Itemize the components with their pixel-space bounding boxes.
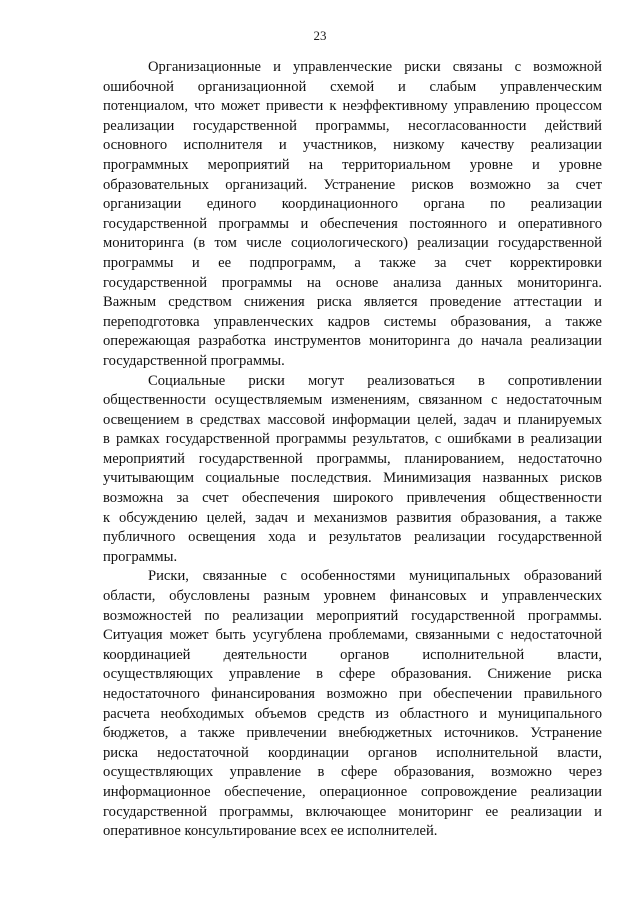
text-line: Ситуация может быть усугублена проблемами, связанными с недостаточной bbox=[103, 627, 602, 644]
text-line: государственной программы и обеспечения постоянного и оперативного bbox=[103, 215, 602, 232]
text-line: недостаточного финансирования возможно при обеспечении правильного bbox=[103, 686, 602, 702]
paragraph-1 bbox=[103, 58, 602, 372]
text-line: бюджетов, а также привлечении внебюджетных источников. Устранение bbox=[103, 725, 602, 742]
text-line: Социальные риски могут реализоваться в сопротивлении bbox=[148, 372, 602, 389]
text-line: государственной программы на основе анализа данных мониторинга. bbox=[103, 274, 602, 291]
text-line: возможна за счет обеспечения широкого привлечения общественности bbox=[103, 490, 602, 507]
text-line: публичного освещения хода и результатов реализации государственной bbox=[103, 529, 602, 546]
text-line: Риски, связанные с особенностями муниципальных образований bbox=[148, 568, 602, 585]
text-line: государственной программы, включающее мониторинг ее реализации и bbox=[103, 803, 602, 820]
text-line: освещением в средствах массовой информации целей, задач и планируемых bbox=[103, 411, 602, 428]
text-line: ошибочной организационной схемой и слабым управленческим bbox=[103, 78, 602, 95]
text-line: координацией деятельности органов исполнительной власти, bbox=[103, 646, 602, 663]
page-number: 23 bbox=[313, 28, 327, 43]
text-line: реализации государственной программы, несогласованности действий bbox=[103, 117, 602, 134]
text-line: расчета необходимых объемов средств из областного и муниципального bbox=[103, 705, 602, 722]
text-line: государственной программы. bbox=[103, 352, 285, 369]
text-line: к обсуждению целей, задач и механизмов развития образования, а также bbox=[103, 509, 602, 526]
text-line: образовательных организаций. Устранение рисков возможно за счет bbox=[103, 176, 602, 193]
text-line: информационное обеспечение, операционное сопровождение реализации bbox=[103, 783, 602, 800]
text-line: учитывающим социальные последствия. Минимизация названных рисков bbox=[103, 470, 602, 487]
text-line: Важным средством снижения риска является проведение аттестации и bbox=[103, 294, 602, 311]
paragraph-2 bbox=[103, 372, 602, 568]
text-line: возможностей по реализации мероприятий государственной программы. bbox=[103, 607, 602, 624]
document-body bbox=[103, 58, 602, 842]
text-line: мониторинга (в том числе социологического) реализации государственной bbox=[103, 235, 602, 252]
text-line: риска недостаточной координации органов исполнительной власти, bbox=[103, 744, 602, 761]
text-line: программы. bbox=[103, 548, 178, 565]
text-line: Организационные и управленческие риски связаны с возможной bbox=[148, 59, 602, 75]
text-line: общественности осуществляемым изменениям, связанном с недостаточным bbox=[103, 392, 602, 409]
text-line: потенциалом, что может привести к неэффективному управлению процессом bbox=[103, 98, 602, 115]
paragraph-3 bbox=[103, 567, 602, 841]
text-line: оперативное консультирование всех ее исполнителей. bbox=[103, 823, 438, 840]
text-line: организации единого координационного органа по реализации bbox=[103, 196, 602, 213]
text-line: мероприятий государственной программы, планированием, недостаточно bbox=[103, 450, 602, 467]
text-line: осуществляющих управление в сфере образования. Снижение риска bbox=[103, 666, 602, 683]
text-line: программы и ее подпрограмм, а также за счет корректировки bbox=[103, 254, 602, 271]
text-line: осуществляющих управление в сфере образования, возможно через bbox=[103, 764, 602, 781]
text-line: опережающая разработка инструментов мониторинга до начала реализации bbox=[103, 333, 602, 350]
text-line: в рамках государственной программы результатов, с ошибками в реализации bbox=[103, 431, 602, 448]
text-line: основного исполнителя и участников, низкому качеству реализации bbox=[103, 137, 602, 154]
text-line: области, обусловлены разным уровнем финансовых и управленческих bbox=[103, 588, 602, 605]
text-line: переподготовка управленческих кадров системы образования, а также bbox=[103, 313, 602, 330]
text-line: программных мероприятий на территориальном уровне и уровне bbox=[103, 156, 602, 173]
